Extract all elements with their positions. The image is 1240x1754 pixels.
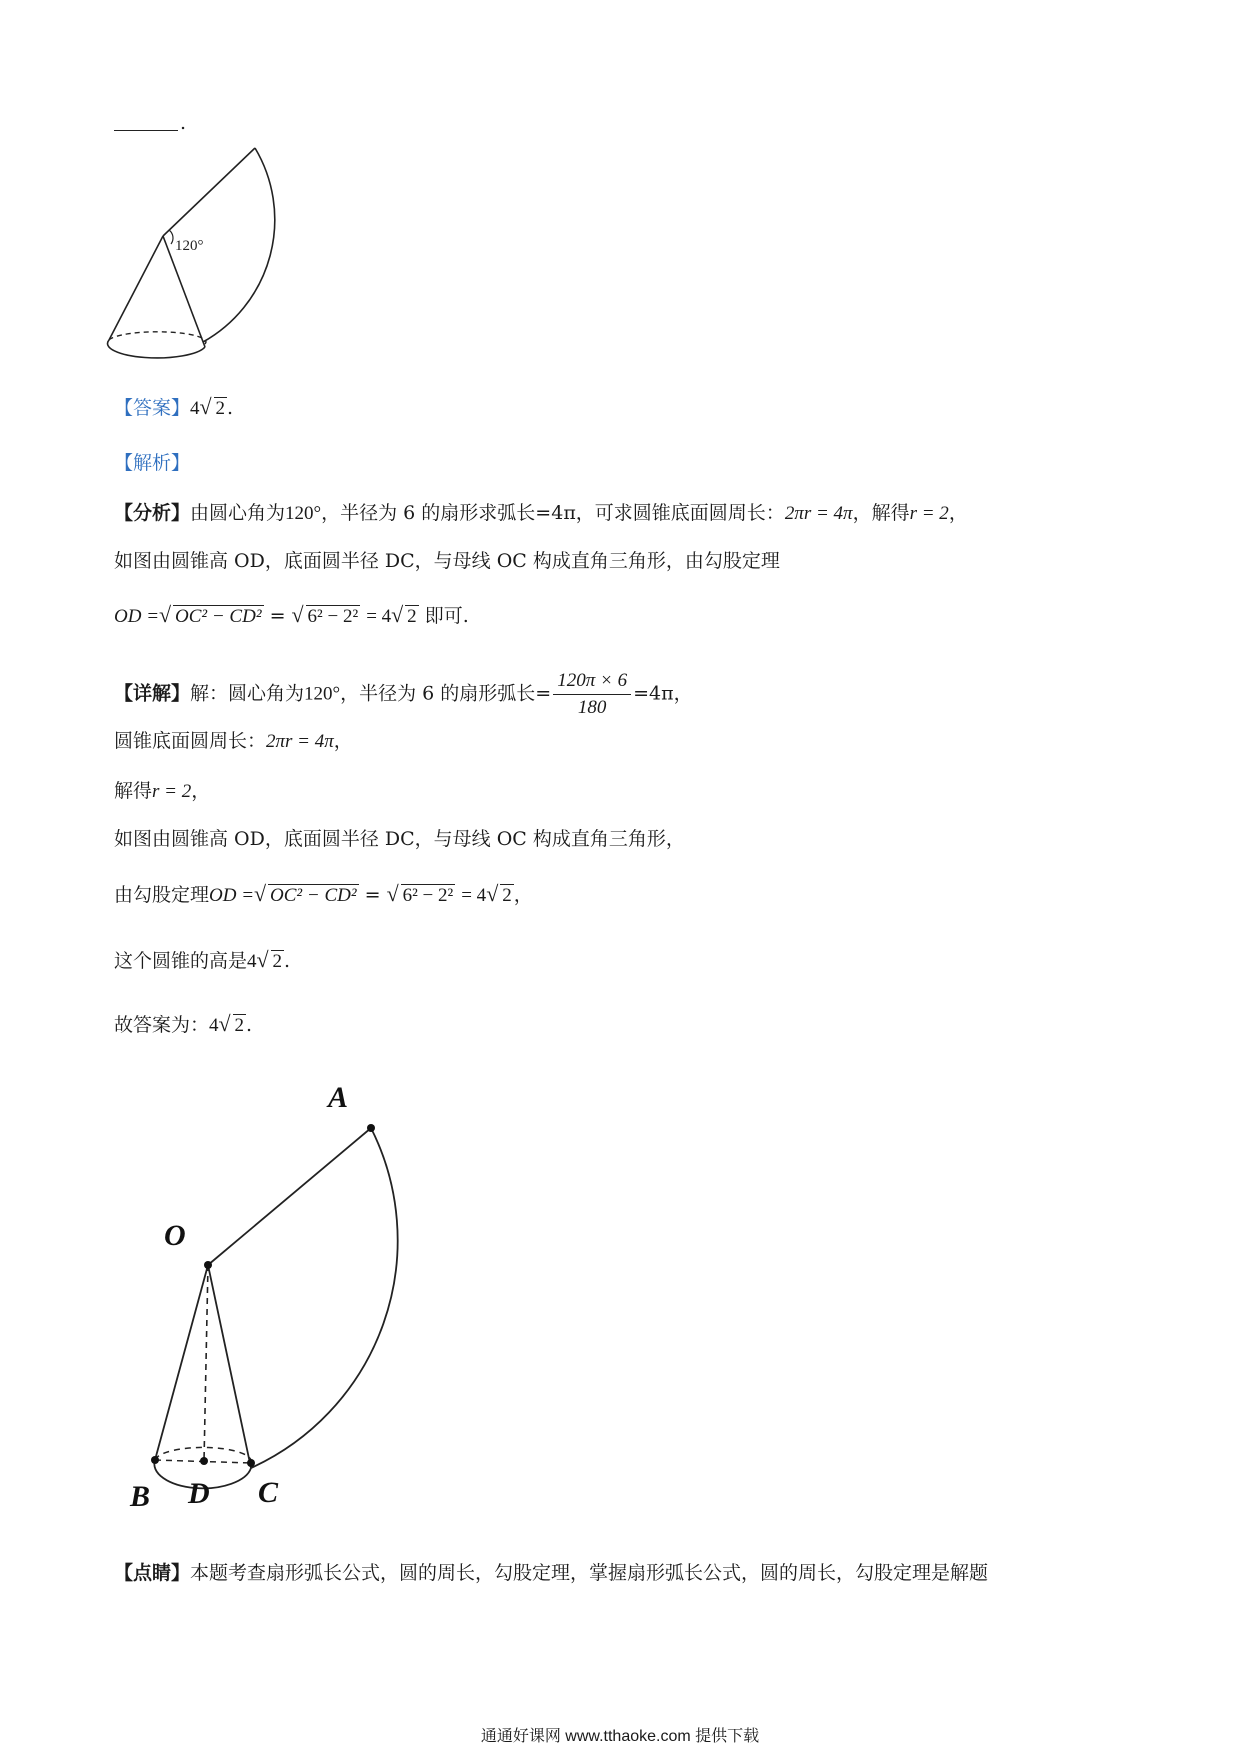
xiangjie-line7: 故答案为：4√ 2 . (114, 1012, 252, 1039)
angle-label: 120° (175, 238, 204, 254)
fenxi-line1: 【分析】由圆心角为120°，半径为 6 的扇形求弧长=4π，可求圆锥底面圆周长：2πr = 4π，解得r = 2， (114, 502, 968, 524)
label-C: C (258, 1476, 279, 1509)
xiangjie-line3: 解得r = 2， (114, 780, 211, 802)
fenxi-tag: 【分析】 (114, 502, 191, 524)
xiangjie-line5: 由勾股定理OD =√ OC² − CD² = √ 6² − 2² = 4√ 2 ， (114, 882, 533, 909)
label-A: A (328, 1081, 349, 1114)
figure-cone-sector-small (105, 140, 295, 370)
fenxi-line2: 如图由圆锥高 OD，底面圆半径 DC，与母线 OC 构成直角三角形，由勾股定理 (114, 550, 780, 572)
figure-cone-sector-labeled (120, 1070, 450, 1530)
xiangjie-line6: 这个圆锥的高是4√ 2 . (114, 948, 290, 975)
answer-blank-line (114, 130, 178, 131)
label-O: O (164, 1219, 186, 1252)
page-footer: 通通好课网 www.tthaoke.com 提供下载 (480, 1728, 760, 1745)
arc-length-fraction: $\frac{120\pi \times 6}{180}$ (553, 668, 631, 721)
xiangjie-line1: 【详解】解：圆心角为120°，半径为 6 的扇形弧长= $\frac{120\pi \times 6}{180}$ =4π， (114, 668, 693, 721)
dianjing-line: 【点睛】本题考查扇形弧长公式，圆的周长，勾股定理，掌握扇形弧长公式，圆的周长，勾股定理是解题 (114, 1562, 989, 1584)
analysis-tag: 【解析】 (114, 452, 191, 474)
dianjing-tag: 【点睛】 (114, 1562, 191, 1584)
answer-coef: 4 (190, 398, 200, 419)
answer-end: . (227, 397, 234, 419)
answer-sqrt: √ 2 (202, 396, 228, 422)
answer-line (114, 395, 233, 422)
blank-period: . (180, 112, 187, 134)
label-B: B (130, 1480, 151, 1513)
label-D: D (188, 1477, 210, 1510)
answer-tag: 【答案】 (114, 397, 191, 419)
fenxi-line3: OD =√ OC² − CD² = √ 6² − 2² = 4√ 2 即可. (114, 603, 469, 630)
xiangjie-line2: 圆锥底面圆周长：2πr = 4π， (114, 730, 353, 752)
xiangjie-line4: 如图由圆锥高 OD，底面圆半径 DC，与母线 OC 构成直角三角形， (114, 828, 685, 850)
xiangjie-tag: 【详解】 (114, 682, 191, 705)
